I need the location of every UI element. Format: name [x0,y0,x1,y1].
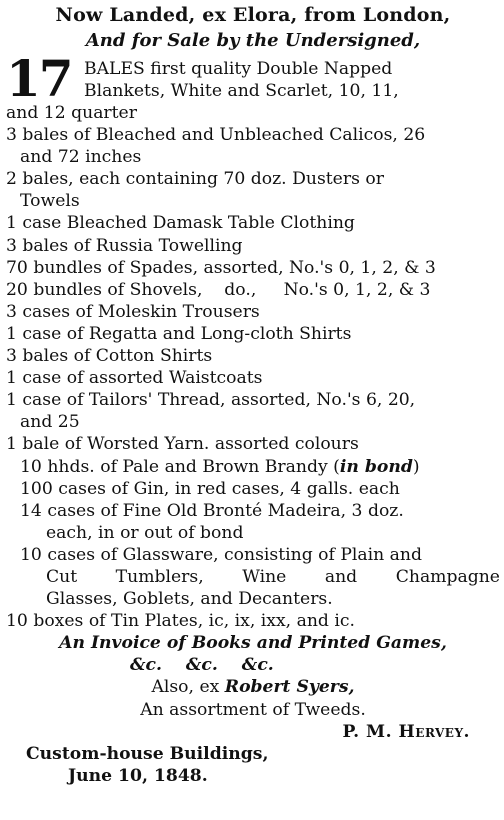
list-item: 3 bales of Cotton Shirts [6,346,213,367]
ad-footer [6,632,500,787]
justified-word: Tumblers, [115,566,204,587]
list-item: and 72 inches [20,147,142,168]
brandy-suffix: ) [412,456,420,477]
invoice-line: An Invoice of Books and Printed Games, [59,633,447,654]
lead-item-line: Blankets, White and Scarlet, 10, 11, [84,81,399,101]
list-item: Towels [20,191,80,212]
list-item: 1 case Bleached Damask Table Clothing [6,213,355,234]
list-item: 3 bales of Bleached and Unbleached Calicos, 26 [6,125,426,146]
list-item: 3 bales of Russia Towelling [6,235,243,256]
list-item: and 12 quarter [6,103,137,123]
list-item: 14 cases of Fine Old Bronté Madeira, 3 doz. [20,500,404,521]
ad-headline: Now Landed, ex Elora, from London, [55,4,451,26]
list-item: 2 bales, each containing 70 doz. Dusters or [6,169,384,190]
list-item: 1 case of assorted Waistcoats [6,368,263,389]
list-item: 70 bundles of Spades, assorted, No.'s 0, 1, 2, & 3 [6,257,436,278]
list-item: 1 case of Tailors' Thread, assorted, No.'s 6, 20, [6,390,416,411]
justified-word: Champagne [395,566,500,587]
list-item: and 25 [20,412,80,433]
ship-name: Robert Syers, [224,677,355,698]
list-item: 100 cases of Gin, in red cases, 4 galls. each [20,478,400,499]
justified-word: Wine [242,566,287,587]
justified-word: Cut [46,566,78,587]
also-line [6,676,500,698]
list-item: 3 cases of Moleskin Trousers [6,301,260,322]
list-item: 1 case of Regatta and Long-cloth Shirts [6,323,352,344]
address-line-2: June 10, 1848. [68,765,208,786]
ad-subheadline: And for Sale by the Undersigned, [85,30,421,51]
list-item-brandy [6,456,500,478]
justified-word: and [324,566,358,587]
list-item-tin-plates: 10 boxes of Tin Plates, ic, ix, ixx, and ic. [6,611,355,632]
list-item: 1 bale of Worsted Yarn. assorted colours [6,434,359,455]
list-item: 10 cases of Glassware, consisting of Plain and [20,544,422,565]
list-item: 20 bundles of Shovels, do., No.'s 0, 1, 2, & 3 [6,279,431,300]
lead-item-line: BALES first quality Double Napped [84,59,393,79]
lead-item [6,49,500,108]
signature: P. M. Hervey. [342,721,470,742]
etc-line: &c. &c. &c. [130,655,274,676]
brandy-in-bond: in bond [339,456,413,477]
list-item-justified [6,566,500,588]
list-item: each, in or out of bond [46,522,244,543]
item-list [6,102,500,632]
also-prefix: Also, ex [151,677,225,698]
address-line-1: Custom-house Buildings, [26,743,269,764]
tweeds-line: An assortment of Tweeds. [140,699,366,720]
lead-item-text [84,58,500,102]
brandy-prefix: 10 hhds. of Pale and Brown Brandy ( [20,456,340,477]
list-item: Glasses, Goblets, and Decanters. [46,589,333,610]
lead-item-number: 17 [6,49,72,108]
